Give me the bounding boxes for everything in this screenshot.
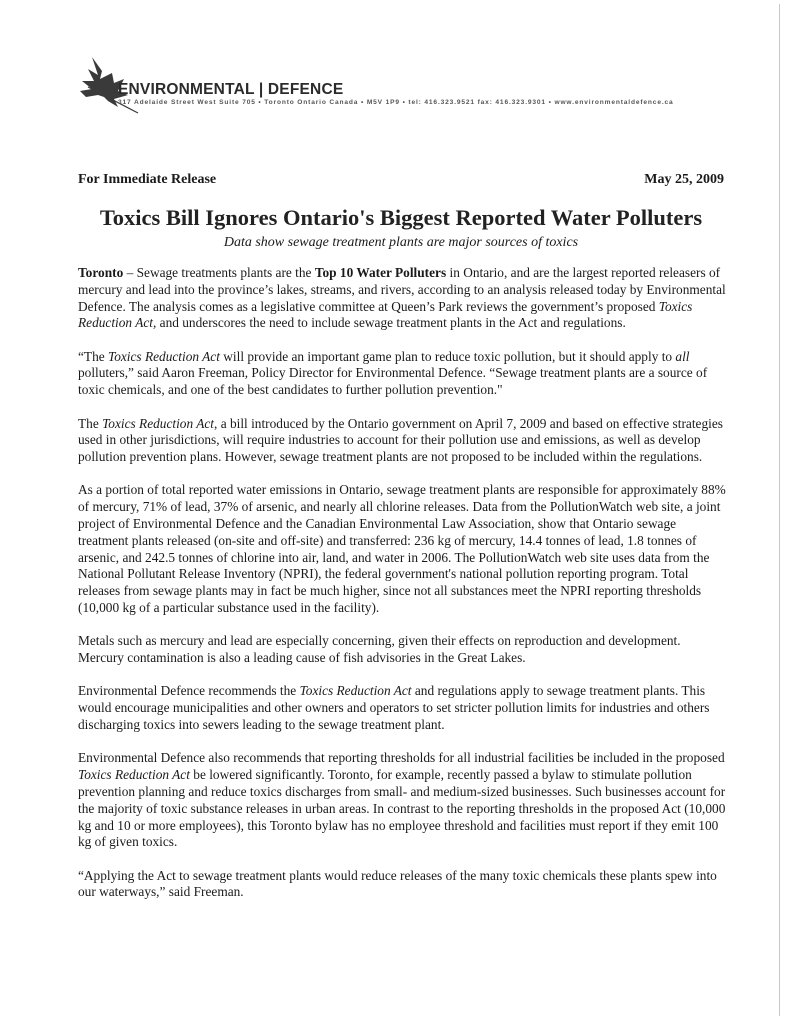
text-span: The xyxy=(78,415,103,431)
org-name: ENVIRONMENTAL | DEFENCE xyxy=(118,81,344,98)
paragraph-8: “Applying the Act to sewage treatment plants would reduce releases of the many toxic chemicals these plants spew into our waterways,” said Freeman. xyxy=(78,867,717,900)
release-date: May 25, 2009 xyxy=(644,172,724,187)
text-span: in Ontario, and are the largest reported releasers of mercury and lead into the province’s lakes, streams, and rivers, according to an analysis released today by Environmental Defence. The analysis comes as a legislative committee at Queen’s Park reviews the government’s proposed xyxy=(78,265,726,314)
paragraph-3 xyxy=(78,416,728,466)
body-text xyxy=(78,265,728,918)
paragraph-6 xyxy=(78,683,728,733)
release-label: For Immediate Release xyxy=(78,172,217,187)
text-span: Environmental Defence also recommends that reporting thresholds for all industrial facilities be included in the proposed xyxy=(78,750,725,766)
text-span: , a bill introduced by the Ontario government on April 7, 2009 and based on effective strategies used in other jurisdictions, will require industries to account for their pollution use and emissions, as well as develop pollution prevention plans. However, sewage treatment plants are not proposed to be included within the regulations. xyxy=(78,415,723,465)
text-span: be lowered significantly. Toronto, for example, recently passed a bylaw to stimulate pollution prevention planning and reduce toxics discharges from small- and medium-sized businesses. Such businesses account for the majority of toxic substance releases in urban areas. In contrast to the reporting thresholds in the proposed Act (10,000 kg and 10 or more employees), this Toronto bylaw has no employee threshold and facilities must report if they emit 100 kg of given toxics. xyxy=(78,767,726,850)
release-row xyxy=(78,172,724,188)
subheadline: Data show sewage treatment plants are major sources of toxics xyxy=(223,235,579,250)
text-span: polluters,” said Aaron Freeman, Policy Director for Environmental Defence. “Sewage treatment plants are a source of toxic chemicals, and one of the best candidates to further pollution prevention." xyxy=(78,365,708,398)
paragraph-4: As a portion of total reported water emissions in Ontario, sewage treatment plants are responsible for approximately 88% of mercury, 71% of lead, 37% of arsenic, and nearly all chlorine releases. Data from the PollutionWatch web site, a joint project of Environmental Defence and the Canadian Environmental Law Association, show that Ontario sewage treatment plants released (on-site and off-site) and transferred: 236 kg of mercury, 14.4 tonnes of lead, 1.8 tonnes of arsenic, and 242.5 tonnes of chlorine into air, land, and water in 2006. The PollutionWatch web site uses data from the National Pollutant Release Inventory (NPRI), the federal government's national pollution reporting program. Total releases from sewage plants may in fact be much higher, since not all substances meet the NPRI reporting thresholds (10,000 kg of a particular substance used in the facility). xyxy=(78,482,726,616)
org-address: 317 Adelaide Street West Suite 705 • Toronto Ontario Canada • M5V 1P9 • tel: 416.323.9521 fax: 416.323.9301 • www.environmentaldefence.ca xyxy=(118,99,674,106)
paragraph-2 xyxy=(78,349,728,399)
act-title: Toxics Reduction Act xyxy=(108,348,220,364)
text-span: will provide an important game plan to reduce toxic pollution, but it should apply to xyxy=(219,348,676,364)
act-title: Toxics Reduction Act xyxy=(299,683,412,699)
emphasis-bold: Top 10 Water Polluters xyxy=(314,265,447,280)
page-edge-line xyxy=(779,4,780,1016)
paragraph-5: Metals such as mercury and lead are especially concerning, given their effects on reproduction and development. Mercury contamination is also a leading cause of fish advisories in the Great Lakes. xyxy=(78,633,681,666)
paragraph-1 xyxy=(78,265,728,332)
text-span: and underscores the need to include sewage treatment plants in the Act and regulations. xyxy=(156,315,626,331)
text-span: and regulations apply to sewage treatment plants. This would encourage municipalities and other owners and operators to set stricter pollution limits for industries and others discharging toxics into sewers leading to the sewage treatment plant. xyxy=(78,683,710,733)
text-span: “The xyxy=(78,348,109,364)
act-title: Toxics Reduction Act xyxy=(78,767,190,783)
headline: Toxics Bill Ignores Ontario's Biggest Reported Water Polluters xyxy=(99,205,703,230)
emphasis-italic: all xyxy=(675,348,690,364)
dateline: Toronto xyxy=(78,265,124,280)
letterhead xyxy=(78,55,778,115)
text-span: Environmental Defence recommends the xyxy=(78,683,300,699)
text-span: – Sewage treatments plants are the xyxy=(123,265,315,280)
act-title: Toxics Reduction Act, xyxy=(78,298,693,331)
paragraph-7 xyxy=(78,750,728,851)
act-title: Toxics Reduction Act xyxy=(102,415,215,431)
